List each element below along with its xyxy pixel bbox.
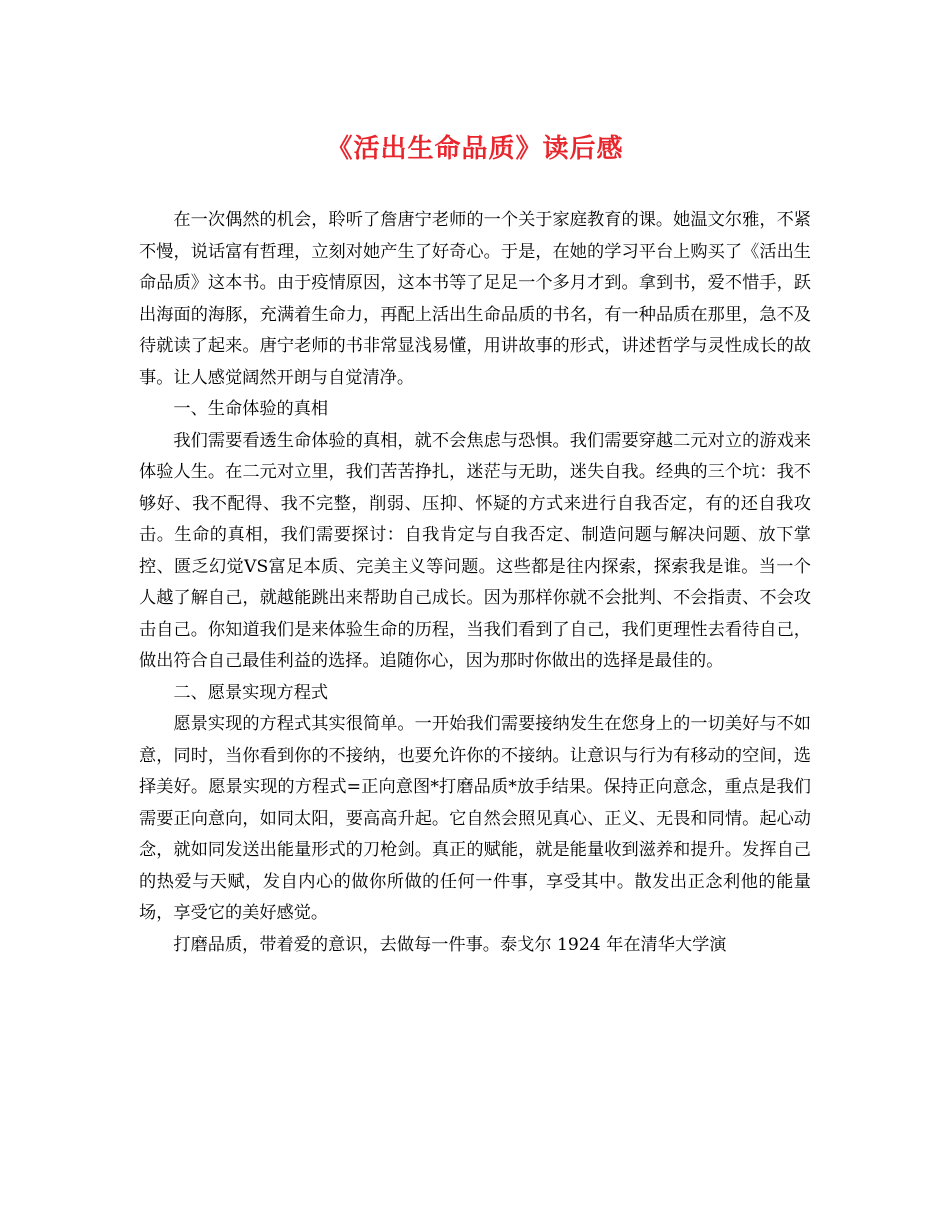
document-body — [139, 205, 811, 961]
document-title: 《活出生命品质》读后感 — [326, 134, 624, 164]
paragraph-life-experience: 我们需要看透生命体验的真相，就不会焦虑与恐惧。我们需要穿越二元对立的游戏来体验人生。在二元对立里，我们苦苦挣扎，迷茫与无助，迷失自我。经典的三个坑：我不够好、我不配得、我不完整，削弱、压抑、怀疑的方式来进行自我否定，有的还自我攻击。生命的真相，我们需要探讨：自我肯定与自我否定、制造问题与解决问题、放下掌控、匮乏幻觉VS富足本质、完美主义等问题。这些都是往内探索，探索我是谁。当一个人越了解自己，就越能跳出来帮助自己成长。因为那样你就不会批判、不会指责、不会攻击自己。你知道我们是来体验生命的历程，当我们看到了自己，我们更理性去看待自己，做出符合自己最佳利益的选择。追随你心，因为那时你做出的选择是最佳的。 — [139, 430, 811, 671]
paragraph-vision-equation: 愿景实现的方程式其实很简单。一开始我们需要接纳发生在您身上的一切美好与不如意，同时，当你看到你的不接纳，也要允许你的不接纳。让意识与行为有移动的空间，选择美好。愿景实现的方程式=正向意图*打磨品质*放手结果。保持正向意念，重点是我们需要正向意向，如同太阳，要高高升起。它自然会照见真心、正义、无畏和同情。起心动念，就如同发送出能量形式的刀枪剑。真正的赋能，就是能量收到滋养和提升。发挥自己的热爱与天赋，发自内心的做你所做的任何一件事，享受其中。散发出正念利他的能量场，享受它的美好感觉。 — [139, 714, 811, 923]
paragraph-intro: 在一次偶然的机会，聆听了詹唐宁老师的一个关于家庭教育的课。她温文尔雅，不紧不慢，说话富有哲理，立刻对她产生了好奇心。于是，在她的学习平台上购买了《活出生命品质》这本书。由于疫情原因，这本书等了足足一个多月才到。拿到书，爱不惜手，跃出海面的海豚，充满着生命力，再配上活出生命品质的书名，有一种品质在那里，急不及待就读了起来。唐宁老师的书非常显浅易懂，用讲故事的形式，讲述哲学与灵性成长的故事。让人感觉阔然开朗与自觉清净。 — [139, 210, 811, 388]
section-heading-1: 一、生命体验的真相 — [173, 399, 329, 419]
paragraph-refine-quality: 打磨品质，带着爱的意识，去做每一件事。泰戈尔 1924 年在清华大学演 — [173, 934, 727, 955]
section-heading-2: 二、愿景实现方程式 — [173, 682, 329, 703]
